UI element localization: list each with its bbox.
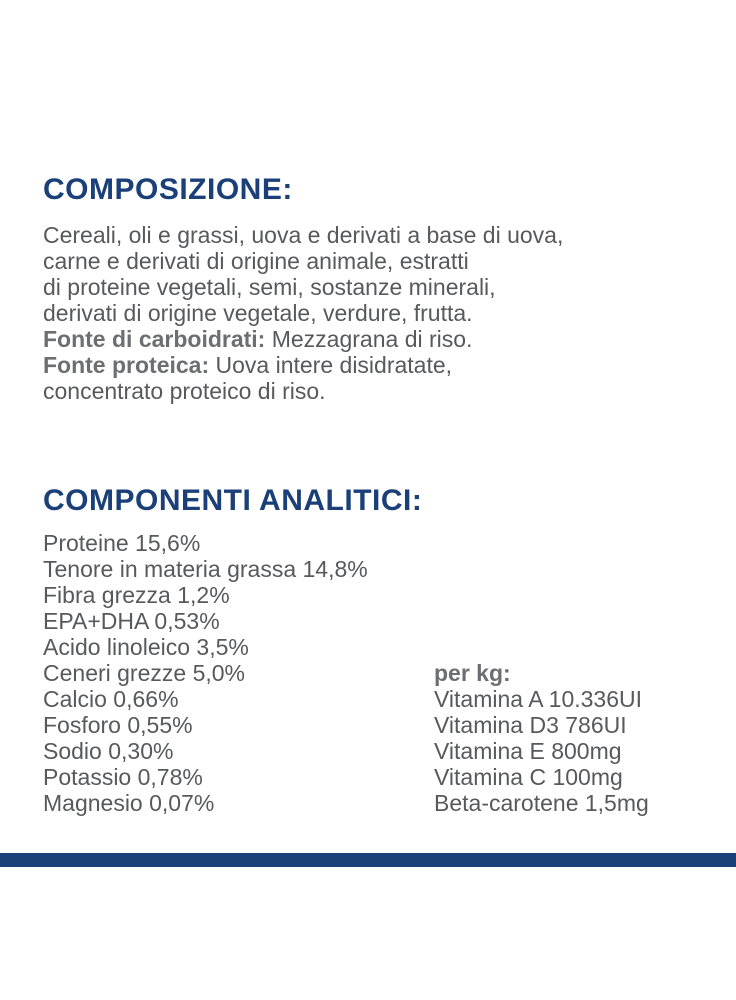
- composition-line: Cereali, oli e grassi, uova e derivati a base di uova,: [43, 222, 564, 248]
- carb-source-value: Mezzagrana di riso.: [265, 326, 473, 352]
- protein-source-label: Fonte proteica:: [43, 352, 210, 378]
- vitamin-item: Vitamina E 800mg: [434, 738, 622, 764]
- protein-source-line: [43, 352, 563, 378]
- analytic-item: Ceneri grezze 5,0%: [43, 660, 245, 686]
- analytic-item: Tenore in materia grassa 14,8%: [43, 556, 368, 582]
- composition-line: carne e derivati di origine animale, estratti: [43, 248, 469, 274]
- protein-source-continuation: concentrato proteico di riso.: [43, 378, 326, 404]
- composition-heading: COMPOSIZIONE:: [43, 173, 293, 206]
- analytic-item: Fosforo 0,55%: [43, 712, 193, 738]
- vitamin-item: Vitamina D3 786UI: [434, 712, 627, 738]
- analytic-item: Sodio 0,30%: [43, 738, 174, 764]
- vitamin-item: Beta-carotene 1,5mg: [434, 790, 649, 816]
- composition-text: [43, 222, 563, 404]
- analytic-heading: COMPONENTI ANALITICI:: [43, 484, 423, 517]
- analytic-item: EPA+DHA 0,53%: [43, 608, 220, 634]
- carb-source-label: Fonte di carboidrati:: [43, 326, 266, 352]
- analytic-item: Magnesio 0,07%: [43, 790, 215, 816]
- analytic-item: Potassio 0,78%: [43, 764, 203, 790]
- analytic-item: Acido linoleico 3,5%: [43, 634, 249, 660]
- bottom-accent-bar: [0, 853, 736, 867]
- vitamin-item: Vitamina C 100mg: [434, 764, 623, 790]
- analytic-item: Fibra grezza 1,2%: [43, 582, 230, 608]
- composition-line: di proteine vegetali, semi, sostanze minerali,: [43, 274, 496, 300]
- composition-line: derivati di origine vegetale, verdure, frutta.: [43, 300, 473, 326]
- analytic-list: [43, 530, 368, 816]
- analytic-item: Proteine 15,6%: [43, 530, 201, 556]
- vitamin-item: Vitamina A 10.336UI: [434, 686, 642, 712]
- carb-source-line: [43, 326, 563, 352]
- analytic-item: Calcio 0,66%: [43, 686, 179, 712]
- per-kg-label: per kg:: [434, 660, 511, 686]
- protein-source-value: Uova intere disidratate,: [209, 352, 453, 378]
- per-kg-list: [434, 660, 649, 816]
